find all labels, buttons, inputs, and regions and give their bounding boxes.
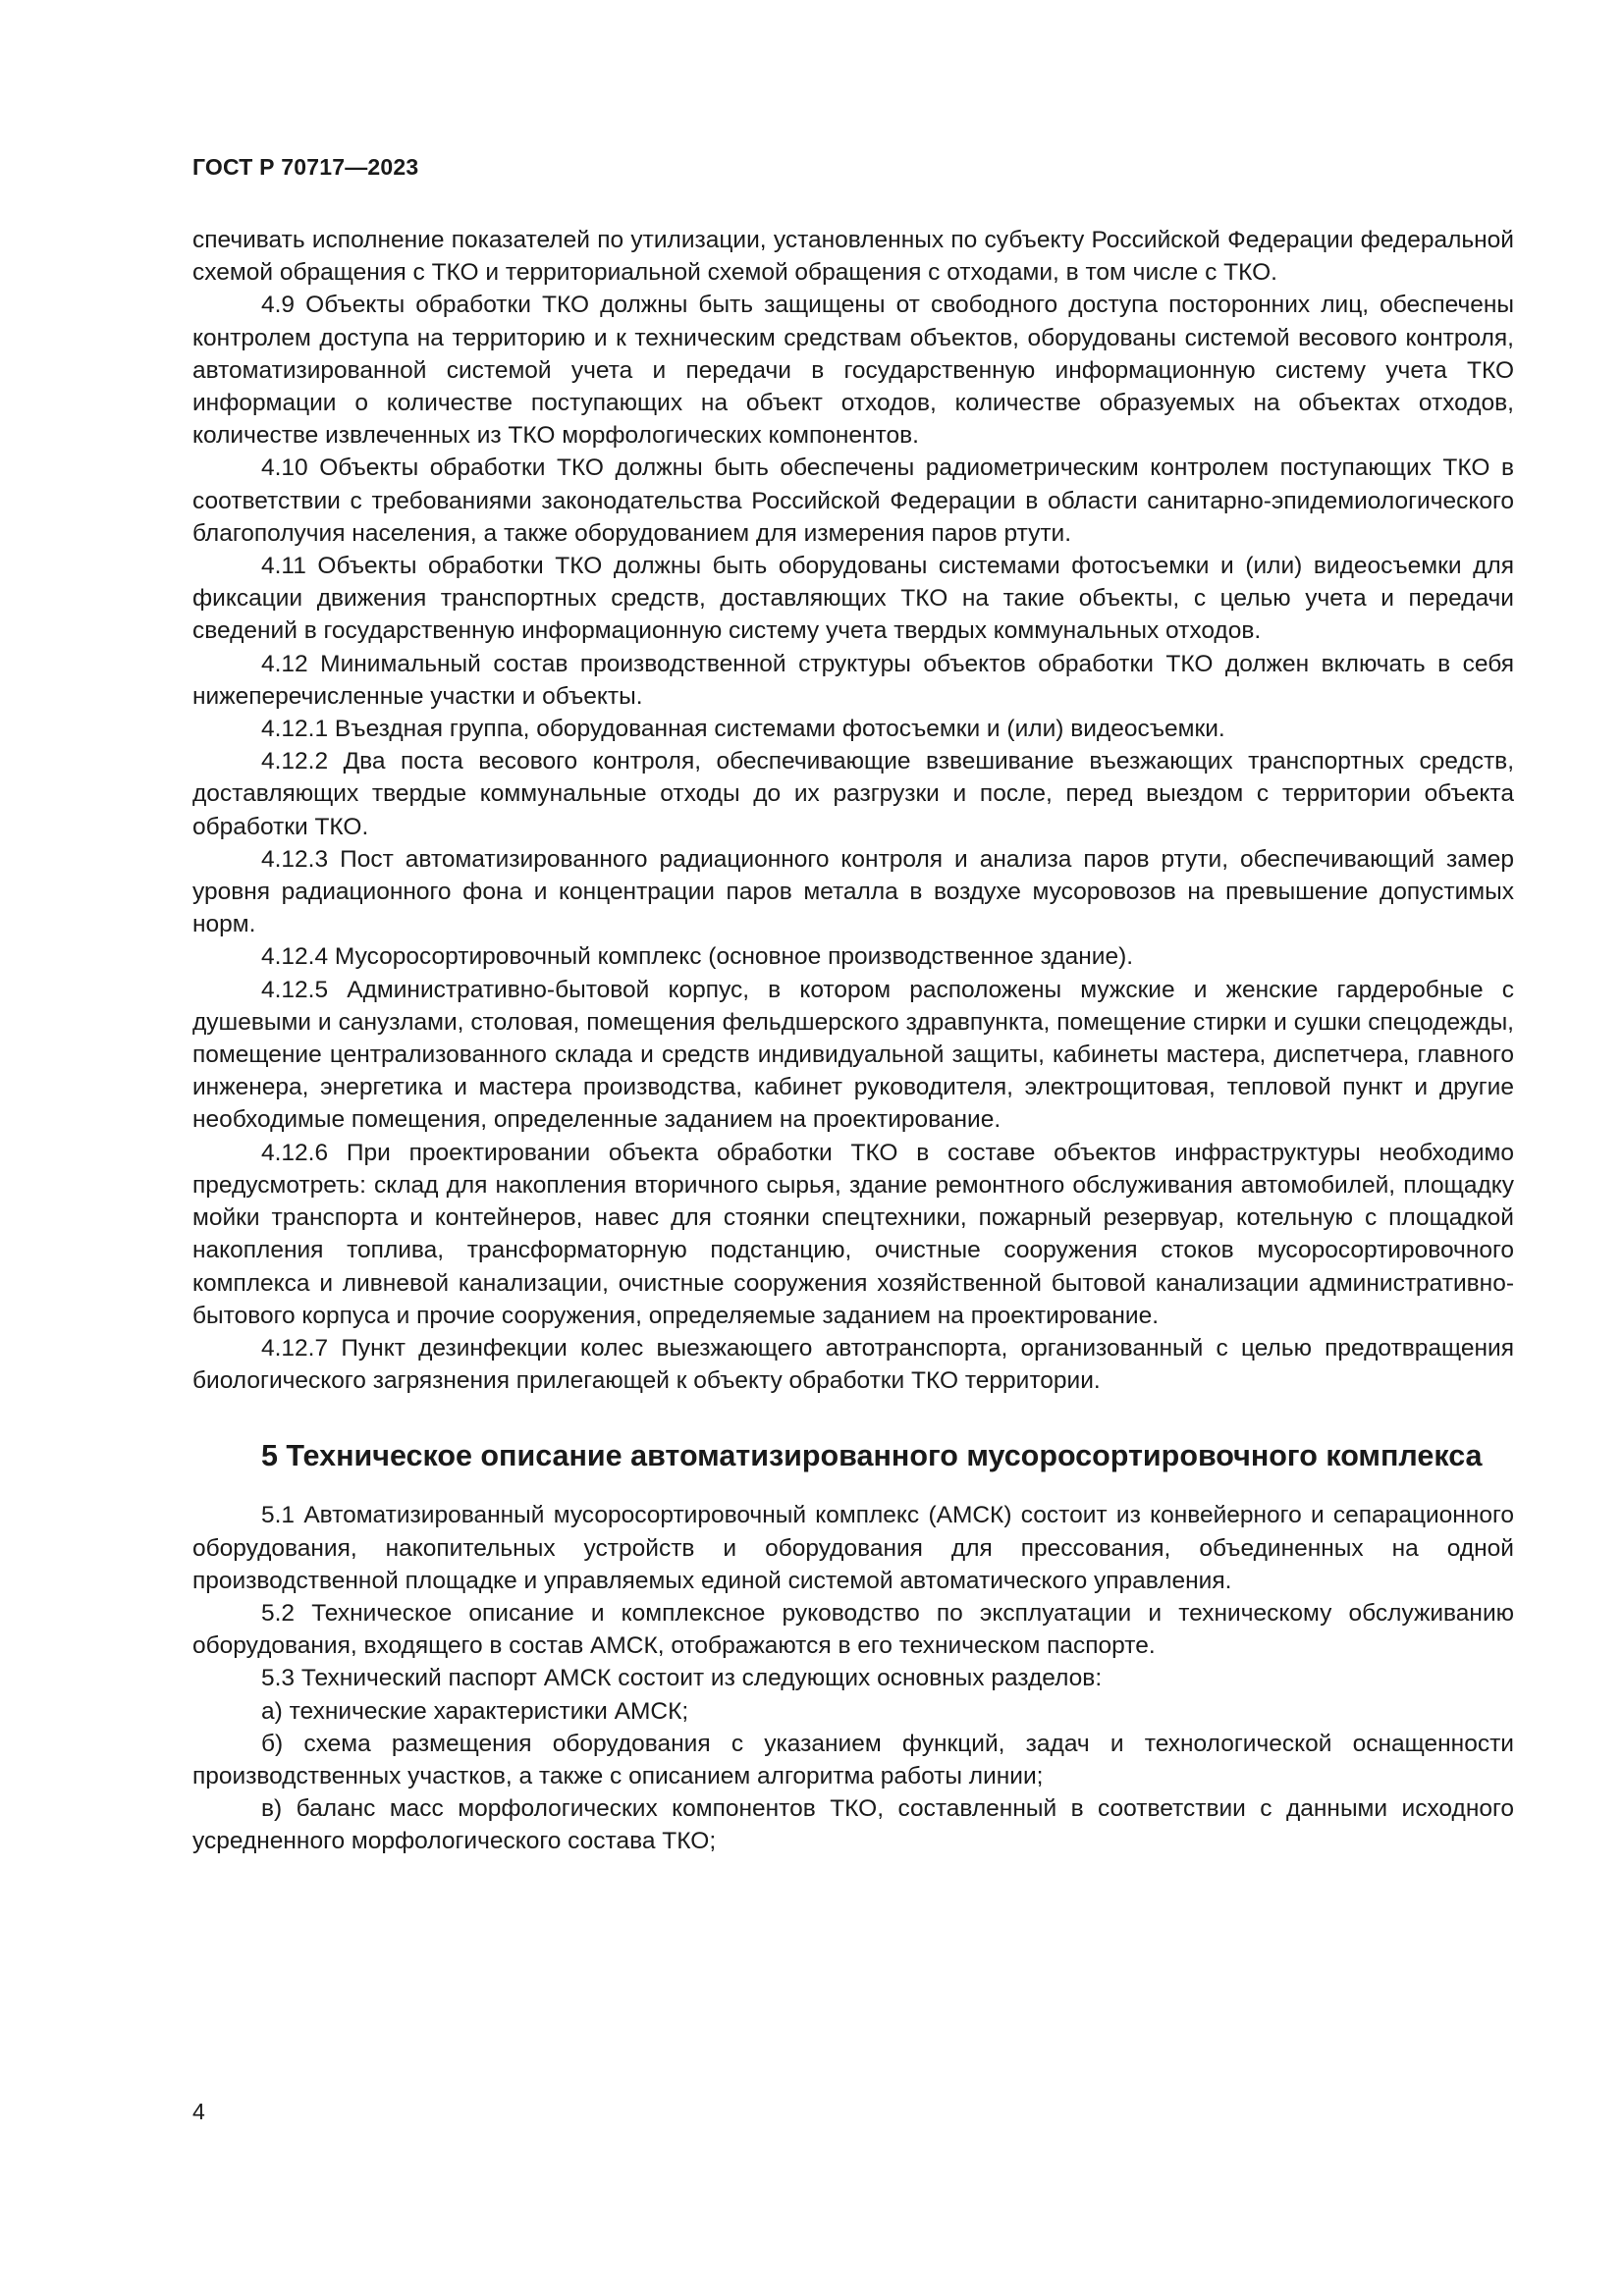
paragraph-4-12-3: 4.12.3 Пост автоматизированного радиационного контроля и анализа паров ртути, обеспечивающий замер уровня радиационного фона и концентрации паров металла в воздухе мусоровозов на превышение допустимых норм. <box>192 845 1514 938</box>
list-item-5-3-b: б) схема размещения оборудования с указанием функций, задач и технологической оснащенности производственных участков, а также с описанием алгоритма работы линии; <box>192 1730 1514 1789</box>
paragraph-5-3: 5.3 Технический паспорт АМСК состоит из следующих основных разделов: <box>261 1665 1103 1692</box>
paragraph-5-2: 5.2 Техническое описание и комплексное руководство по эксплуатации и техническому обслуживанию оборудования, входящего в состав АМСК, отображаются в его техническом паспорте. <box>192 1599 1514 1660</box>
paragraph-continued: спечивать исполнение показателей по утилизации, установленных по субъекту Российской Федерации федеральной схемой обращения с ТКО и территориальной схемой обращения с отходами, в том числе с ТКО. <box>192 227 1514 287</box>
page-number: 4 <box>192 2099 205 2124</box>
paragraph-4-10: 4.10 Объекты обработки ТКО должны быть обеспечены радиометрическим контролем поступающих ТКО в соответствии с требованиями законодательства Российской Федерации в области санитарно-эпидемиологического благополучия населения, а также оборудованием для измерения паров ртути. <box>192 454 1514 547</box>
paragraph-4-12-5: 4.12.5 Административно-бытовой корпус, в котором расположены мужские и женские гардеробные с душевыми и санузлами, столовая, помещения фельдшерского здравпункта, помещение стирки и сушки спецодежды, помещение централизованного склада и средств индивидуальной защиты, кабинеты мастера, диспетчера, главного инженера, энергетика и мастера производства, кабинет руководителя, электрощитовая, тепловой пункт и другие необходимые помещения, определенные заданием на проектирование. <box>192 976 1514 1134</box>
paragraph-4-12-6: 4.12.6 При проектировании объекта обработки ТКО в составе объектов инфраструктуры необходимо предусмотреть: склад для накопления вторичного сырья, здание ремонтного обслуживания автомобилей, площадку мойки транспорта и контейнеров, навес для стоянки спецтехники, пожарный резервуар, котельную с площадкой накопления топлива, трансформаторную подстанцию, очистные сооружения стоков мусоросортировочного комплекса и ливневой канализации, очистные сооружения хозяйственной бытовой канализации административно-бытового корпуса и прочие сооружения, определяемые заданием на проектирование. <box>192 1139 1514 1329</box>
paragraph-4-12-1: 4.12.1 Въездная группа, оборудованная системами фотосъемки и (или) видеосъемки. <box>261 716 1225 743</box>
paragraph-4-12: 4.12 Минимальный состав производственной структуры объектов обработки ТКО должен включать в себя нижеперечисленные участки и объекты. <box>192 650 1514 710</box>
list-item-5-3-a: а) технические характеристики АМСК; <box>261 1697 689 1725</box>
document-body <box>192 224 1514 1858</box>
section-5-title: 5 Техническое описание автоматизированного мусоросортировочного комплекса <box>261 1439 1483 1473</box>
paragraph-4-12-2: 4.12.2 Два поста весового контроля, обеспечивающие взвешивание въезжающих транспортных средств, доставляющих твердые коммунальные отходы до их разгрузки и после, перед выездом с территории объекта обработки ТКО. <box>192 748 1514 840</box>
paragraph-4-9: 4.9 Объекты обработки ТКО должны быть защищены от свободного доступа посторонних лиц, обеспечены контролем доступа на территорию и к техническим средствам объектов, оборудованы системой весового контроля, автоматизированной системой учета и передачи в государственную информационную систему учета ТКО информации о количестве поступающих на объект отходов, количестве образуемых на объектах отходов, количестве извлеченных из ТКО морфологических компонентов. <box>192 292 1514 450</box>
paragraph-4-11: 4.11 Объекты обработки ТКО должны быть оборудованы системами фотосъемки и (или) видеосъемки для фиксации движения транспортных средств, доставляющих ТКО на такие объекты, с целью учета и передачи сведений в государственную информационную систему учета твердых коммунальных отходов. <box>192 553 1514 645</box>
document-header: ГОСТ Р 70717—2023 <box>192 154 419 180</box>
paragraph-4-12-4: 4.12.4 Мусоросортировочный комплекс (основное производственное здание). <box>261 943 1134 971</box>
paragraph-4-12-7: 4.12.7 Пункт дезинфекции колес выезжающего автотранспорта, организованный с целью предотвращения биологического загрязнения прилегающей к объекту обработки ТКО территории. <box>192 1334 1514 1395</box>
paragraph-5-1: 5.1 Автоматизированный мусоросортировочный комплекс (АМСК) состоит из конвейерного и сепарационного оборудования, накопительных устройств и оборудования для прессования, объединенных на одной производственной площадке и управляемых единой системой автоматического управления. <box>192 1502 1514 1594</box>
list-item-5-3-c: в) баланс масс морфологических компонентов ТКО, составленный в соответствии с данными исходного усредненного морфологического состава ТКО; <box>192 1795 1514 1855</box>
